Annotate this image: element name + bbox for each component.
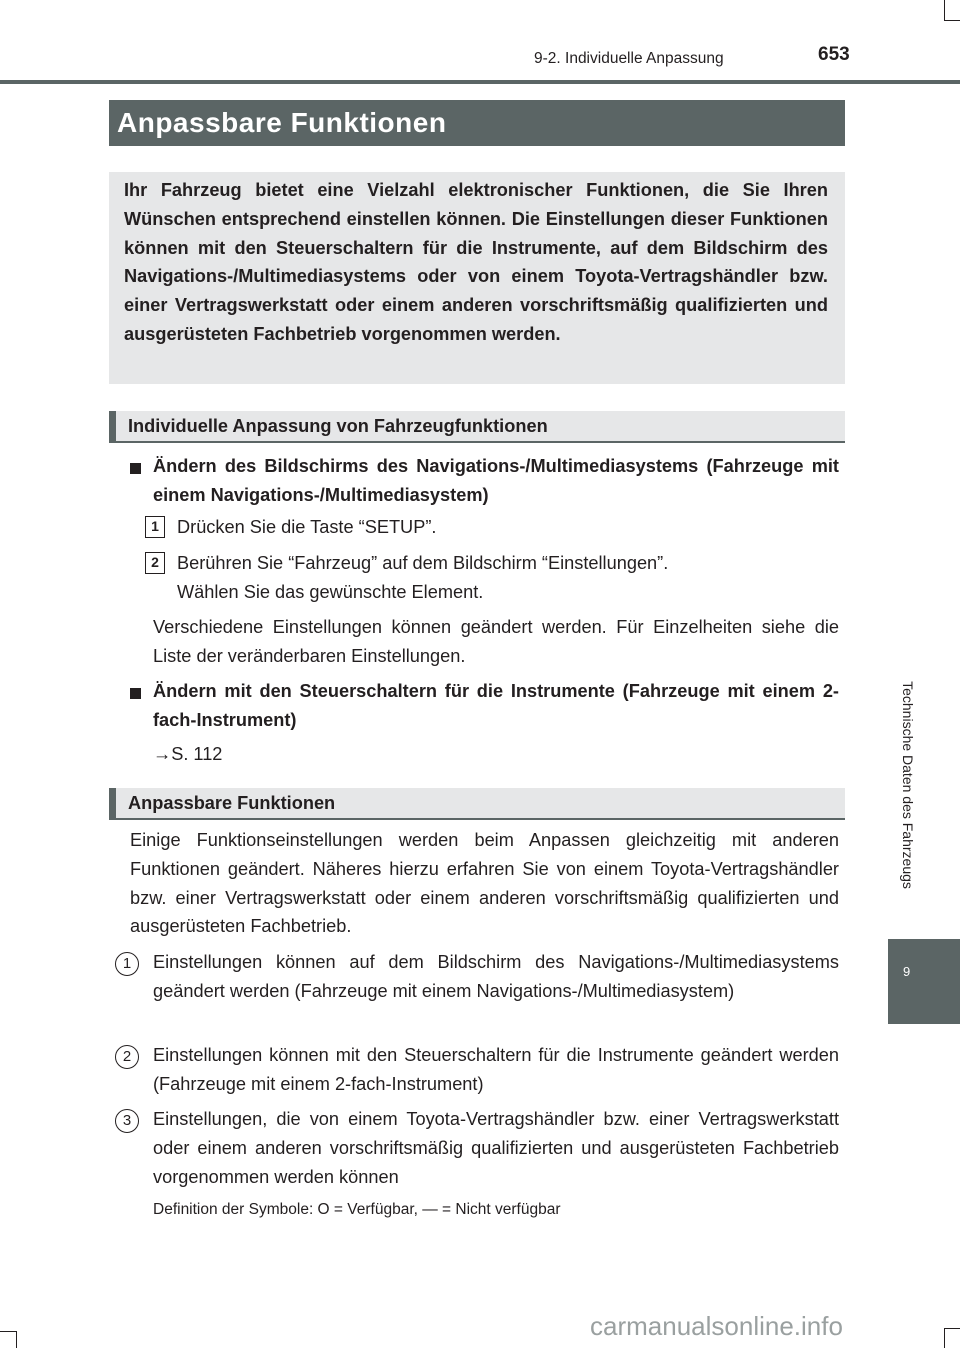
chapter-tab: [888, 939, 960, 1024]
page-reference: →S. 112: [153, 744, 223, 764]
intro-box: [109, 172, 845, 384]
crop-mark: [0, 1331, 16, 1332]
section-heading-customization: [109, 411, 845, 443]
item-heading-navigation: Ändern des Bildschirms des Navigations-/Multimediasystems (Fahrzeuge mit einem Navigations-/Multimediasystem): [153, 456, 839, 505]
section-heading-text: Individuelle Anpassung von Fahrzeugfunktionen: [128, 416, 548, 436]
chapter-tab-number: 9: [903, 964, 911, 979]
step-continuation: Wählen Sie das gewünschte Element.: [177, 582, 484, 602]
crop-mark: [944, 0, 945, 20]
heading-accent: [109, 788, 116, 818]
page-title-bar: [109, 100, 845, 146]
step-number-box: 1: [145, 516, 165, 538]
crop-mark: [944, 1328, 945, 1348]
section-heading-text: Anpassbare Funktionen: [128, 793, 336, 813]
circled-number: 2: [115, 1045, 139, 1069]
circled-number: 1: [115, 952, 139, 976]
page-number: 653: [818, 44, 850, 65]
heading-accent: [109, 411, 116, 441]
crop-mark: [944, 20, 960, 21]
intro-text: Ihr Fahrzeug bietet eine Vielzahl elektronischer Funktionen, die Sie Ihren Wünschen entsprechend einstellen können. Die Einstellungen dieser Funktionen können mit den Steuerschaltern für die Instrumente, auf dem Bildschirm des Navigations-/Multimediasystems oder von einem Toyota-Vertragshändler bzw. einer Vertragswerkstatt oder einem anderen vorschriftsmäßig qualifizierten und ausgerüsteten Fachbetrieb vorgenommen werden.: [124, 180, 828, 344]
symbol-legend: Definition der Symbole: O = Verfügbar, — = Nicht verfügbar: [153, 1201, 561, 1218]
section-header: 9-2. Individuelle Anpassung: [534, 50, 724, 67]
section-paragraph: Einige Funktionseinstellungen werden beim Anpassen gleichzeitig mit anderen Funktionen geändert. Näheres hierzu erfahren Sie von einem Toyota-Vertragshändler bzw. einer Vertragswerkstatt oder einem anderen vorschriftsmäßig qualifizierten und ausgerüsteten Fachbetrieb.: [130, 830, 839, 937]
bullet-square: [130, 688, 141, 699]
crop-mark: [16, 1331, 17, 1348]
chapter-side-label: Technische Daten des Fahrzeugs: [900, 681, 917, 889]
circled-number: 3: [115, 1109, 139, 1133]
watermark: carmanualsonline.info: [590, 1311, 843, 1341]
crop-mark: [944, 1328, 960, 1329]
page-title: Anpassbare Funktionen: [117, 107, 447, 138]
list-item-text: Einstellungen können auf dem Bildschirm des Navigations-/Multimediasystems geändert werden (Fahrzeuge mit einem Navigations-/Multimediasystem): [153, 952, 839, 1001]
header-rule: [0, 80, 960, 84]
step-text: Drücken Sie die Taste “SETUP”.: [177, 517, 437, 537]
item-heading-instrument: Ändern mit den Steuerschaltern für die Instrumente (Fahrzeuge mit einem 2-fach-Instrument): [153, 681, 839, 730]
section-heading-functions: [109, 788, 845, 820]
step-text: Berühren Sie “Fahrzeug” auf dem Bildschirm “Einstellungen”.: [177, 553, 669, 573]
list-item-text: Einstellungen, die von einem Toyota-Vertragshändler bzw. einer Vertragswerkstatt oder einem anderen vorschriftsmäßig qualifizierten und ausgerüsteten Fachbetrieb vorgenommen werden können: [153, 1109, 839, 1187]
item-note: Verschiedene Einstellungen können geändert werden. Für Einzelheiten siehe die Liste der veränderbaren Einstellungen.: [153, 617, 839, 666]
list-item-text: Einstellungen können mit den Steuerschaltern für die Instrumente geändert werden (Fahrzeuge mit einem 2-fach-Instrument): [153, 1045, 839, 1094]
step-number-box: 2: [145, 552, 165, 574]
bullet-square: [130, 463, 141, 474]
